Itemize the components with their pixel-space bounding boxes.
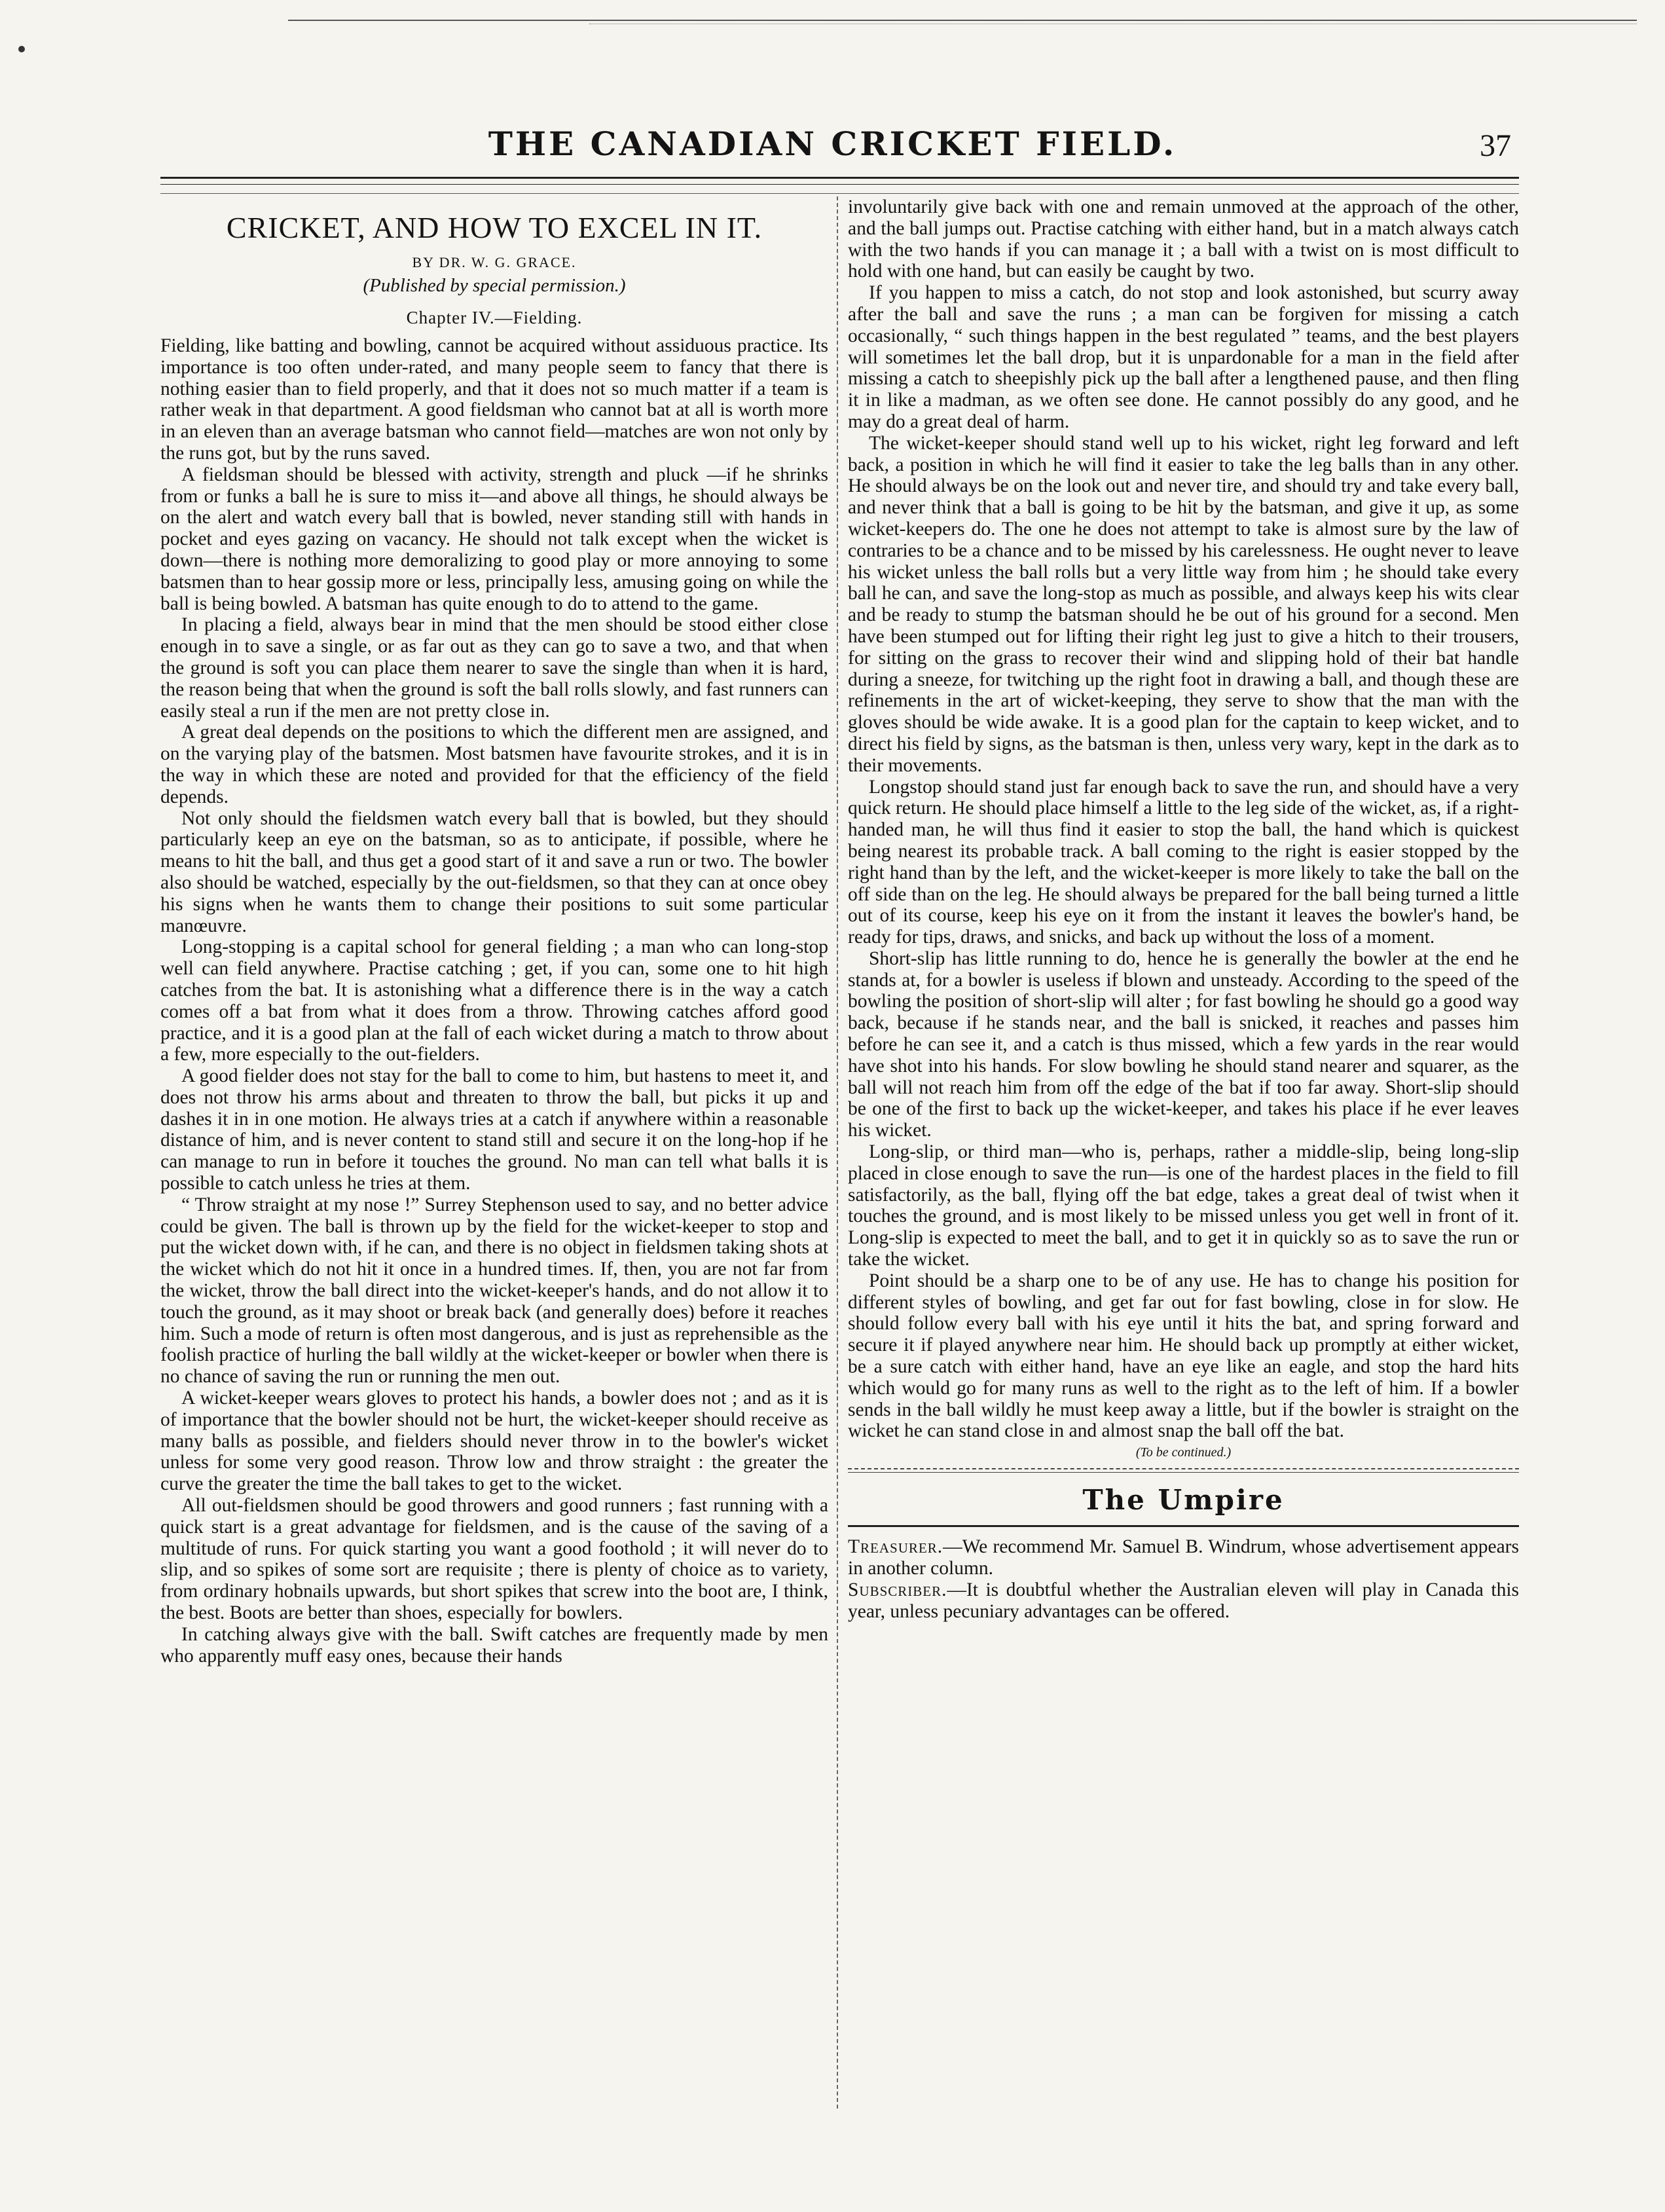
page-number: 37	[1480, 128, 1511, 163]
publication-title: THE CANADIAN CRICKET FIELD.	[488, 124, 1177, 163]
paragraph: involuntarily give back with one and remain unmoved at the approach of the other, and the ball jumps out. Practise catching with either hand, but in a match always catch with the two hands if you can manage it ; a ball with a twist on is most difficult to hold with one hand, but can easily be caught by two.	[848, 196, 1519, 282]
paragraph: Fielding, like batting and bowling, cannot be acquired without assiduous practice. Its importance is too often under-rated, and many people seem to fancy that there is nothing easier than to field properly, and that it does not so much matter if a team is rather weak in that department. A good fieldsman who cannot bat at all is worth more in an eleven than an average batsman who cannot field—matches are won not only by the runs got, but by the runs saved.	[160, 335, 828, 464]
section-rule	[848, 1468, 1519, 1469]
paragraph: A wicket-keeper wears gloves to protect his hands, a bowler does not ; and as it is of importance that the bowler should not be hurt, the wicket-keeper should receive as many balls as possible, and fielders should never throw in to the bowler's wicket unless for some very good reason. Throw low and throw straight : the greater the curve the greater the time the ball takes to get to the wicket.	[160, 1388, 828, 1495]
paragraph: If you happen to miss a catch, do not stop and look astonished, but scurry away after the ball and save the runs ; a man can be forgiven for missing a catch occasionally, “ such things happen in the best regulated ” teams, and the best players will sometimes let the ball drop, but it is unpardonable for a man in the field after missing a catch to sheepishly pick up the ball after a lengthened pause, and then fling it in like a madman, as we often see done. He cannot possibly do any good, and he may do a great deal of harm.	[848, 282, 1519, 432]
correspondent-name: Subscriber.	[848, 1579, 947, 1600]
correspondent-answer	[848, 1579, 1519, 1623]
paragraph: In catching always give with the ball. Swift catches are frequently made by men who apparently muff easy ones, because their hands	[160, 1623, 828, 1667]
running-header	[0, 124, 1665, 170]
paragraph: A great deal depends on the positions to which the different men are assigned, and on the varying play of the batsmen. Most batsmen have favourite strokes, and it is in the way in which these are noted and provided for that the efficiency of the field depends.	[160, 722, 828, 807]
paragraph: Point should be a sharp one to be of any use. He has to change his position for different styles of bowling, and get far out for fast bowling, close in for slow. He should follow every ball with his eye until it hits the bat, and spring forward and secure it if played anywhere near him. He should back up promptly at either wicket, be a sure catch with either hand, have an eye like an eagle, and stop the hard hits which would go for many runs as well to the right as to the left of him. If a bowler sends in the ball wildly he must keep away a little, but if the bowler is straight on the wicket he can stand close in and almost snap the ball off the bat.	[848, 1270, 1519, 1442]
continued-note: (To be continued.)	[1135, 1445, 1232, 1460]
umpire-title-rule	[848, 1525, 1519, 1527]
paragraph: A fieldsman should be blessed with activity, strength and pluck —if he shrinks from or funks a ball he is sure to miss it—and above all things, he should always be on the alert and watch every ball that is bowled, never standing still with hands in pocket and eyes gazing on vacancy. He should not talk except when the wicket is down—there is nothing more demoralizing to good play or more annoying to some batsmen than to hear gossip more or less, principally less, amusing going on while the ball is being bowled. A batsman has quite enough to do to attend to the game.	[160, 464, 828, 614]
right-column	[848, 196, 1519, 1622]
paragraph: All out-fieldsmen should be good throwers and good runners ; fast running with a quick start is a great advantage for fieldsmen, and is the cause of the saving of a multitude of runs. For quick starting you want a good foothold ; it will never do to slip, and so spikes of some sort are requisite ; there is plenty of choice as to variety, from ordinary hobnails upwards, but short spikes that screw into the boot are, I think, the best. Boots are better than shoes, especially for bowlers.	[160, 1495, 828, 1624]
paragraph: Long-slip, or third man—who is, perhaps, rather a middle-slip, being long-slip placed in close enough to save the run—is one of the hardest places in the field to fill satisfactorily, as the ball, flying off the bat edge, takes a great deal of twist when it touches the ground, and is most likely to be missed unless you get well in front of it. Long-slip is expected to meet the ball, and to get it in quickly so as to save the run or take the wicket.	[848, 1141, 1519, 1270]
top-edge-rule	[288, 20, 1637, 21]
header-rule-thick	[160, 177, 1519, 179]
article-title: CRICKET, AND HOW TO EXCEL IN IT.	[226, 211, 763, 244]
correspondent-answer	[848, 1536, 1519, 1579]
answer-text: —It is doubtful whether the Australian eleven will play in Canada this year, unless pecuniary advantages can be offered.	[848, 1579, 1519, 1622]
header-rule-lower	[160, 193, 1519, 194]
header-rule-thin	[160, 184, 1519, 185]
paragraph: Not only should the fieldsmen watch every ball that is bowled, but they should particularly keep an eye on the batsman, so as to anticipate, if possible, where he means to hit the ball, and thus get a good start of it and save a run or two. The bowler also should be watched, especially by the out-fieldsmen, so that they can at once obey his signs when he wants them to change their positions to suit some particular manœuvre.	[160, 807, 828, 936]
paragraph: Short-slip has little running to do, hence he is generally the bowler at the end he stands at, for a bowler is useless if blown and unsteady. According to the speed of the bowling the position of short-slip will alter ; for fast bowling he should go a good way back, because if he stands near, and the ball is snicked, it reaches and passes him before he can see it, and a catch is thus missed, which a few yards in the rear would have shot into his hands. For slow bowling he should stand nearer and squarer, as the ball will not reach him from off the edge of the bat if too far away. Short-slip should be one of the first to back up the wicket-keeper, and takes his place if he ever leaves his wicket.	[848, 948, 1519, 1141]
article-byline: BY DR. W. G. GRACE.	[412, 254, 577, 270]
ink-speck	[18, 46, 25, 52]
paragraph: In placing a field, always bear in mind that the men should be stood either close enough in to save a single, or as far out as they can go to save a two, and that when the ground is soft you can place them nearer to save the single than when it is hard, the reason being that when the ground is soft the ball rolls slowly, and fast runners can easily steal a run if the men are not pretty close in.	[160, 614, 828, 722]
umpire-section-title: The Umpire	[1082, 1484, 1285, 1517]
answer-text: —We recommend Mr. Samuel B. Windrum, whose advertisement appears in another column.	[848, 1536, 1519, 1579]
paragraph: Long-stopping is a capital school for general fielding ; a man who can long-stop well can field anywhere. Practise catching ; get, if you can, some one to hit high catches from the bat. It is astonishing what a difference there is in the way a catch comes off a bat from what it does from a throw. Throwing catches afford good practice, and it is a good plan at the fall of each wicket during a match to throw about a few, more especially to the out-fielders.	[160, 936, 828, 1065]
correspondent-name: Treasurer.	[848, 1536, 943, 1558]
paragraph: A good fielder does not stay for the ball to come to him, but hastens to meet it, and does not throw his arms about and threaten to throw the ball, but picks it up and dashes it in in one motion. He always tries at a catch if anywhere within a reasonable distance of him, and is never content to stand still and secure it on the long-hop if he can manage to run in before it touches the ground. No man can tell what balls it is possible to catch unless he tries at them.	[160, 1065, 828, 1194]
chapter-heading: Chapter IV.—Fielding.	[406, 308, 583, 327]
paragraph: Longstop should stand just far enough back to save the run, and should have a very quick return. He should place himself a little to the leg side of the wicket, as, if a right-handed man, he will thus find it easier to stop the ball, the hand which is quickest being nearest its probable track. A ball coming to the right is easier stopped by the right hand than by the left, and the wicket-keeper is more likely to take the ball on the off side than on the leg. He should always be prepared for the ball being turned a little out of its course, keep his eye on it from the instant it leaves the bowler's hand, be ready for tips, draws, and snicks, and back up without the loss of a moment.	[848, 776, 1519, 948]
left-column	[160, 196, 828, 1667]
column-divider	[837, 196, 838, 2109]
section-rule-thin	[848, 1472, 1519, 1473]
paragraph: “ Throw straight at my nose !” Surrey Stephenson used to say, and no better advice could be given. The ball is thrown up by the field for the wicket-keeper to stop and put the wicket down with, if he can, and there is no object in fieldsmen taking shots at the wicket which do not hit it once in a hundred times. If, then, you are not far from the wicket, throw the ball direct into the wicket-keeper's hands, and do not allow it to touch the ground, as it may shoot or break back (and generally does) before it reaches him. Such a mode of return is often most dangerous, and is just as reprehensible as the foolish practice of hurling the ball wildly at the wicket-keeper or bowler when there is no chance of saving the run or running the men out.	[160, 1194, 828, 1388]
paragraph: The wicket-keeper should stand well up to his wicket, right leg forward and left back, a position in which he will find it easier to take the leg balls than in any other. He should always be on the look out and never tire, and should try and take every ball, and never think that a ball is going to be hit by the batsman, and give it up, as some wicket-keepers do. The one he does not attempt to take is almost sure by the law of contraries to be a chance and to be missed by his carelessness. He ought never to leave his wicket unless the ball rolls but a very little way from him ; he should take every ball he can, and save the long-stop as much as possible, and always keep his wits clear and be ready to stump the batsman should he be out of his ground for a second. Men have been stumped out for lifting their right leg just to give a hitch to their trousers, for sitting on the grass to recover their wind and slipping hold of their bat handle during a sneeze, for twitching up the right foot in drawing a ball, and though these are refinements in the art of wicket-keeping, they serve to show that the man with the gloves should be wide awake. It is a good plan for the captain to keep wicket, and to direct his field by signs, as the batsman is then, unless very wary, kept in the dark as to their movements.	[848, 432, 1519, 776]
permission-note: (Published by special permission.)	[363, 275, 626, 296]
